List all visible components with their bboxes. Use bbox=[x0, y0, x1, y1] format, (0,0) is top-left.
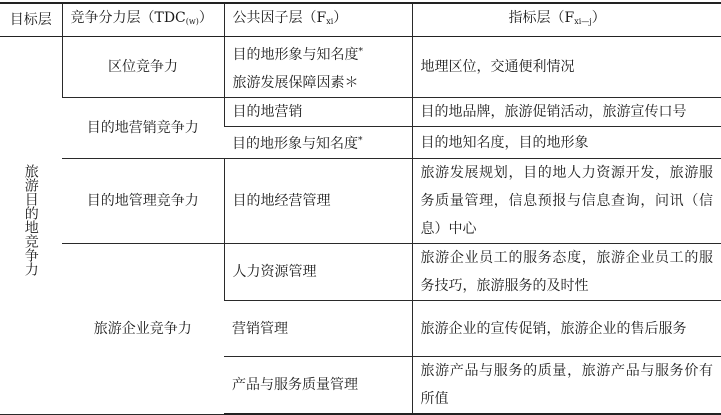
header-factor-sub: xi bbox=[326, 17, 334, 26]
table-row bbox=[0, 159, 721, 244]
indicator-cell bbox=[412, 244, 721, 301]
header-layer-sub: (w) bbox=[185, 17, 199, 26]
indicator-text: 旅游企业的宣传促销，旅游企业的售后服务 bbox=[420, 320, 687, 337]
factor-cell bbox=[224, 301, 412, 357]
header-factor bbox=[224, 3, 412, 37]
factor-cell bbox=[224, 244, 412, 301]
factor-image: 目的地形象与知名度 bbox=[232, 136, 358, 152]
factor-quality: 产品与服务质量管理 bbox=[232, 377, 358, 393]
header-factor-suffix: ） bbox=[333, 10, 348, 26]
indicator-cell bbox=[412, 37, 721, 98]
goal-text: 旅游目的地竞争力 bbox=[22, 164, 39, 277]
factor-line bbox=[233, 38, 404, 69]
factor-cell bbox=[224, 127, 412, 159]
layer-cell bbox=[62, 159, 224, 244]
factor-image: 目的地形象与知名度 bbox=[232, 46, 359, 63]
header-goal-text: 目标层 bbox=[9, 12, 52, 28]
header-indicator-text: 指标层（F bbox=[508, 10, 575, 26]
table-row bbox=[0, 244, 721, 301]
goal-cell bbox=[0, 37, 62, 415]
header-goal bbox=[0, 3, 62, 37]
indicator-text: 旅游产品与服务的质量，旅游产品与服务价有所值 bbox=[420, 363, 713, 407]
factor-sales: 营销管理 bbox=[232, 320, 288, 337]
table-row bbox=[0, 37, 721, 98]
layer-cell bbox=[62, 244, 224, 415]
header-layer bbox=[62, 3, 224, 37]
factor-hr: 人力资源管理 bbox=[232, 264, 317, 280]
factor-operation: 目的地经营管理 bbox=[232, 193, 331, 209]
table-row bbox=[0, 98, 721, 127]
layer-cell bbox=[62, 37, 224, 98]
indicator-text: 旅游发展规划，目的地人力资源开发，旅游服务质量管理，信息预报与信息查询，问讯（信息）中心 bbox=[420, 165, 713, 237]
indicator-text: 目的地品牌，旅游促销活动，旅游宣传口号 bbox=[420, 104, 687, 120]
factor-cell bbox=[224, 357, 412, 415]
layer-marketing: 目的地营销竞争力 bbox=[86, 120, 199, 136]
indicator-cell bbox=[412, 127, 721, 159]
header-factor-text: 公共因子层（F bbox=[232, 10, 327, 26]
factor-cell bbox=[224, 159, 412, 244]
factor-guarantee: 旅游发展保障因素＊ bbox=[232, 74, 359, 91]
footnote-mark: * bbox=[358, 46, 363, 57]
factor-cell bbox=[224, 98, 412, 127]
indicator-text: 目的地知名度，目的地形象 bbox=[420, 134, 589, 151]
indicator-text: 地理区位，交通便利情况 bbox=[420, 59, 575, 75]
layer-cell bbox=[62, 98, 224, 159]
layer-location: 区位竞争力 bbox=[108, 59, 178, 75]
header-layer-text: 竞争分力层（TDC bbox=[70, 10, 186, 26]
header-layer-suffix: ） bbox=[198, 10, 213, 26]
header-indicator bbox=[412, 3, 721, 37]
indicator-system-table bbox=[0, 2, 721, 415]
factor-cell bbox=[224, 37, 412, 98]
indicator-cell bbox=[412, 357, 721, 415]
indicator-cell bbox=[412, 98, 721, 127]
indicator-cell bbox=[412, 159, 721, 244]
header-indicator-suffix: ） bbox=[591, 10, 606, 26]
layer-enterprise: 旅游企业竞争力 bbox=[93, 320, 192, 337]
header-row bbox=[0, 3, 721, 37]
factor-marketing: 目的地营销 bbox=[232, 104, 303, 120]
indicator-cell bbox=[412, 301, 721, 357]
layer-management: 目的地管理竞争力 bbox=[86, 193, 199, 209]
indicator-text: 旅游企业员工的服务态度，旅游企业员工的服务技巧，旅游服务的及时性 bbox=[420, 250, 713, 294]
header-indicator-sub: xi—j bbox=[574, 17, 592, 26]
footnote-mark: * bbox=[358, 136, 363, 146]
